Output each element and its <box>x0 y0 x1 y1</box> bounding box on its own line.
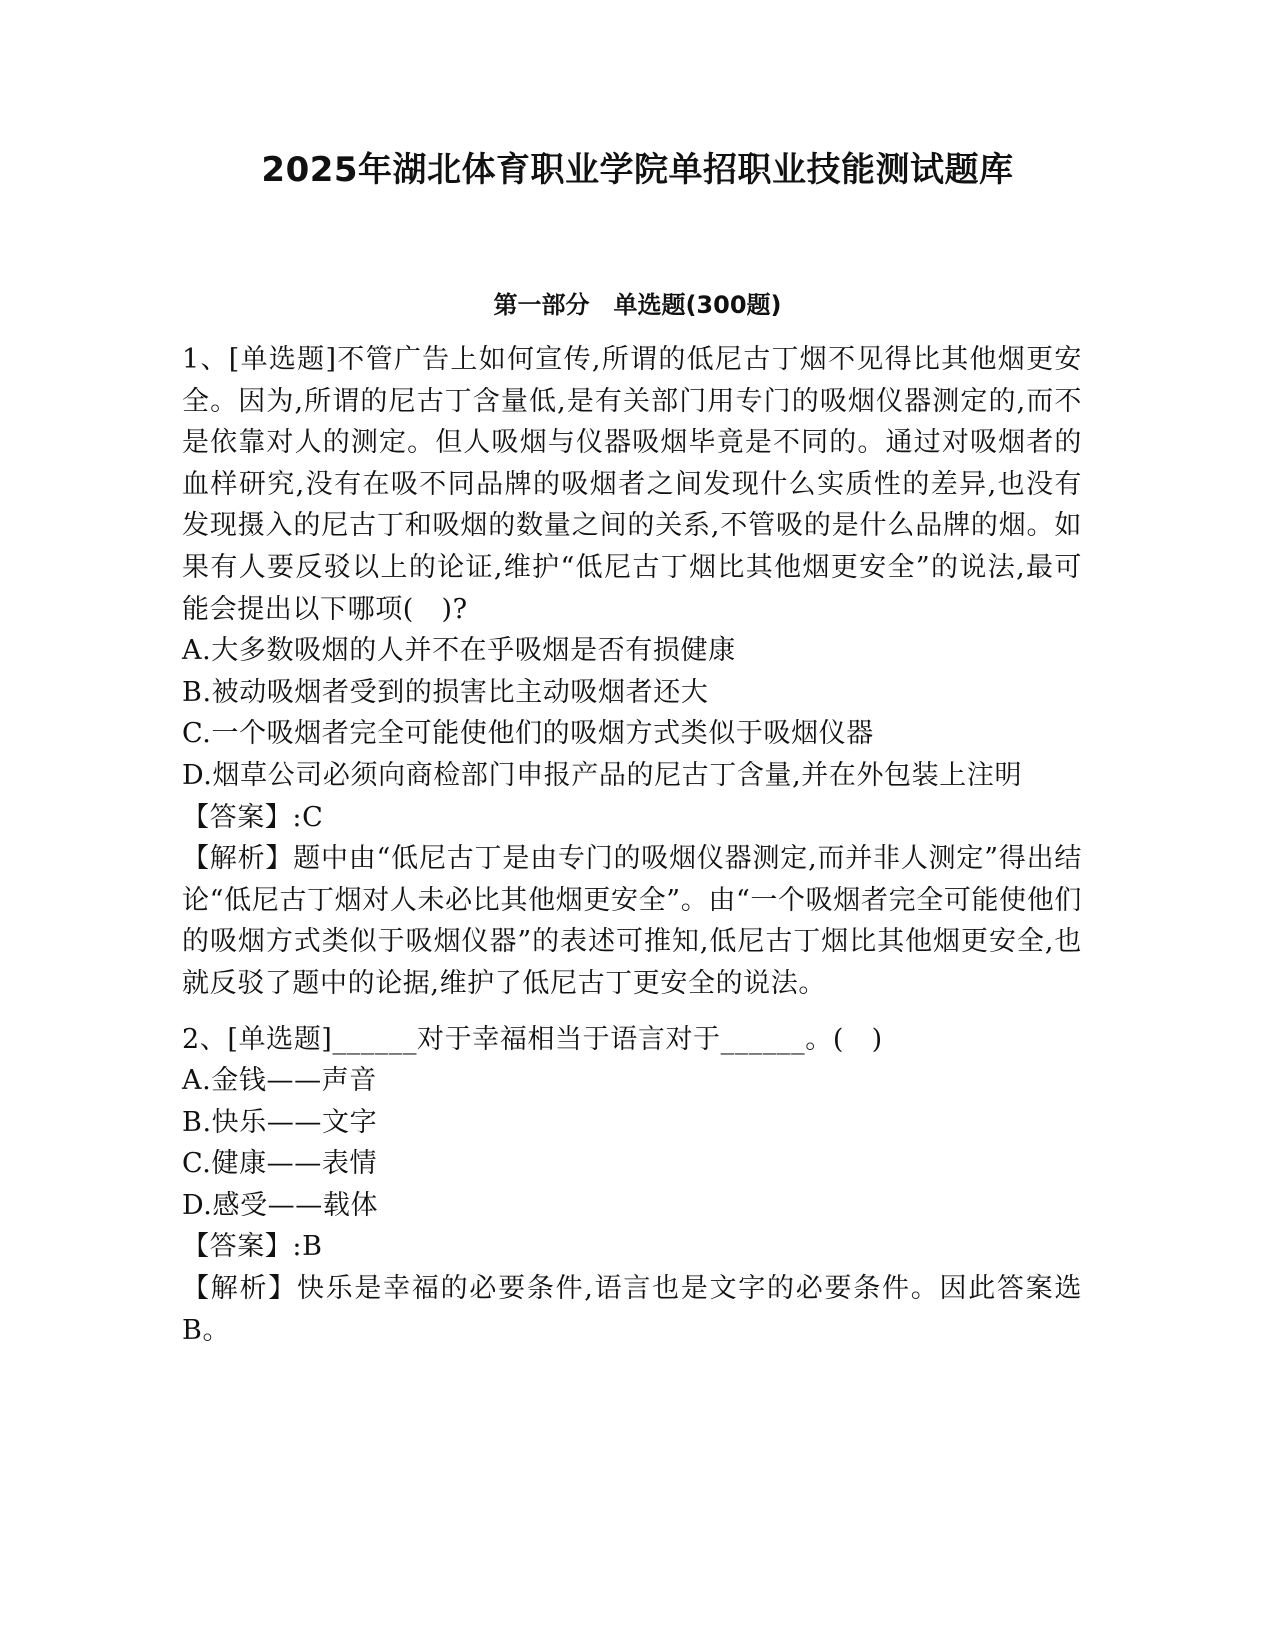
section-heading: 第一部分 单选题(300题) <box>493 291 782 319</box>
question-stem: 1、[单选题]不管广告上如何宣传,所谓的低尼古丁烟不见得比其他烟更安全。因为,所谓的尼古丁含量低,是有关部门用专门的吸烟仪器测定的,而不是依靠对人的测定。但人吸烟与仪器吸烟毕竟是不同的。通过对吸烟者的血样研究,没有在吸不同品牌的吸烟者之间发现什么实质性的差异,也没有发现摄入的尼古丁和吸烟的数量之间的关系,不管吸的是什么品牌的烟。如果有人要反驳以上的论证,维护“低尼古丁烟比其他烟更安全”的说法,最可能会提出以下哪项( )? <box>182 344 1082 625</box>
document-title: 2025年湖北体育职业学院单招职业技能测试题库 <box>261 150 1014 190</box>
option-a: A.金钱——声音 <box>182 1065 377 1097</box>
question-item <box>182 339 1082 1005</box>
option-d: D.感受——载体 <box>182 1189 379 1221</box>
option-c: C.一个吸烟者完全可能使他们的吸烟方式类似于吸烟仪器 <box>182 718 874 750</box>
option-d: D.烟草公司必须向商检部门申报产品的尼古丁含量,并在外包装上注明 <box>182 759 1023 791</box>
option-a: A.大多数吸烟的人并不在乎吸烟是否有损健康 <box>182 635 736 667</box>
answer: 【答案】:B <box>182 1231 323 1263</box>
option-c: C.健康——表情 <box>182 1148 378 1180</box>
question-list <box>182 339 1082 1365</box>
question-item <box>182 1019 1082 1352</box>
analysis: 【解析】快乐是幸福的必要条件,语言也是文字的必要条件。因此答案选B。 <box>182 1273 1082 1346</box>
answer: 【答案】:C <box>182 801 324 833</box>
option-b: B.被动吸烟者受到的损害比主动吸烟者还大 <box>182 676 709 708</box>
option-b: B.快乐——文字 <box>182 1106 378 1138</box>
question-stem: 2、[单选题]______对于幸福相当于语言对于______。( ) <box>182 1023 883 1055</box>
analysis: 【解析】题中由“低尼古丁是由专门的吸烟仪器测定,而并非人测定”得出结论“低尼古丁烟对人未必比其他烟更安全”。由“一个吸烟者完全可能使他们的吸烟方式类似于吸烟仪器”的表述可推知,低尼古丁烟比其他烟更安全,也就反驳了题中的论据,维护了低尼古丁更安全的说法。 <box>182 843 1082 999</box>
